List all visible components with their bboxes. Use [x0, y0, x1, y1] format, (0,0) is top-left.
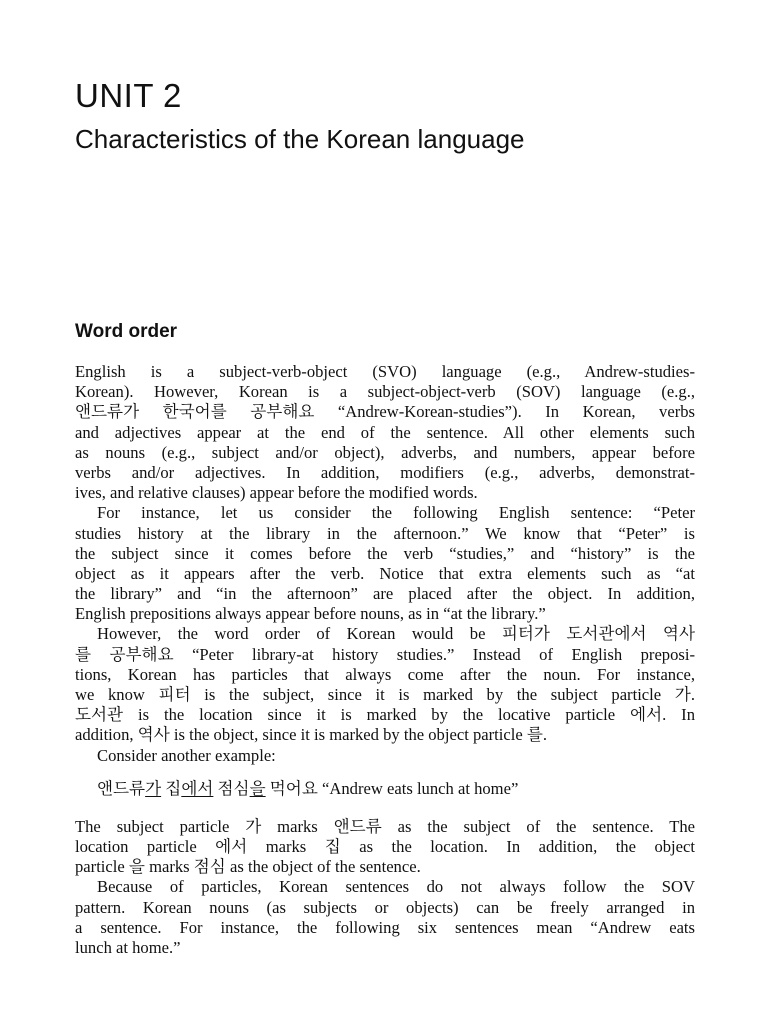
text-line: 를 공부해요 “Peter library-at history studies.” Instead of English preposi- — [75, 644, 695, 664]
text-line: 앤드류가 한국어를 공부해요 “Andrew-Korean-studies”). In Korean, verbs — [75, 402, 695, 422]
text-line: English prepositions always appear before nouns, as in “at the library.” — [75, 604, 546, 624]
text-line: English is a subject-verb-object (SVO) language (e.g., Andrew-studies- — [75, 362, 695, 381]
text-line: object as it appears after the verb. Notice that extra elements such as “at — [75, 563, 695, 583]
text-line: Korean). However, Korean is a subject-object-verb (SOV) language (e.g., — [75, 382, 695, 402]
example-translation: “Andrew eats lunch at home” — [322, 778, 519, 798]
text-line: pattern. Korean nouns (as subjects or objects) can be freely arranged in — [75, 897, 695, 917]
example-word-home: 집 — [165, 778, 182, 798]
unit-label: UNIT 2 — [75, 77, 182, 114]
text-line: we know 피터 is the subject, since it is marked by the subject particle 가. — [75, 685, 695, 704]
body-text — [75, 362, 695, 958]
text-line: location particle 에서 marks 집 as the location. In addition, the object — [75, 836, 695, 856]
text-line: verbs and/or adjectives. In addition, modifiers (e.g., adverbs, demonstrat- — [75, 462, 695, 482]
example-verb: 먹어요 — [269, 778, 318, 798]
text-line: Because of particles, Korean sentences do not always follow the SOV — [97, 877, 695, 897]
chapter-title: Characteristics of the Korean language — [75, 124, 525, 154]
locative-particle: 에서 — [181, 778, 214, 798]
text-line: the subject since it comes before the verb “studies,” and “history” is the — [75, 543, 695, 563]
text-line: For instance, let us consider the following English sentence: “Peter — [97, 503, 695, 523]
text-line: addition, 역사 is the object, since it is marked by the object particle 를. — [75, 725, 548, 745]
example-sentence — [75, 779, 695, 801]
subject-particle: 가 — [145, 778, 162, 798]
text-line: However, the word order of Korean would be 피터가 도서관에서 역사 — [97, 624, 695, 644]
text-line: tions, Korean has particles that always come after the noun. For instance, — [75, 664, 695, 684]
text-line: lunch at home.” — [75, 937, 181, 957]
text-line: Consider another example: — [97, 745, 276, 765]
text-line: ives, and relative clauses) appear before the modified words. — [75, 483, 478, 503]
text-line: the library” and “in the afternoon” are placed after the object. In addition, — [75, 584, 695, 604]
example-word-andrew: 앤드류 — [97, 778, 146, 798]
text-line: a sentence. For instance, the following six sentences mean “Andrew eats — [75, 917, 695, 937]
text-line: as nouns (e.g., subject and/or object), adverbs, and numbers, appear before — [75, 442, 695, 462]
text-line: studies history at the library in the afternoon.” We know that “Peter” is — [75, 523, 695, 543]
text-line: particle 을 marks 점심 as the object of the sentence. — [75, 857, 421, 877]
text-line: 도서관 is the location since it is marked by the locative particle 에서. In — [75, 705, 695, 725]
object-particle: 을 — [249, 778, 266, 798]
text-line: The subject particle 가 marks 앤드류 as the subject of the sentence. The — [75, 816, 695, 836]
section-heading: Word order — [75, 321, 178, 342]
example-word-lunch: 점심 — [217, 778, 250, 798]
text-line: and adjectives appear at the end of the sentence. All other elements such — [75, 422, 695, 442]
